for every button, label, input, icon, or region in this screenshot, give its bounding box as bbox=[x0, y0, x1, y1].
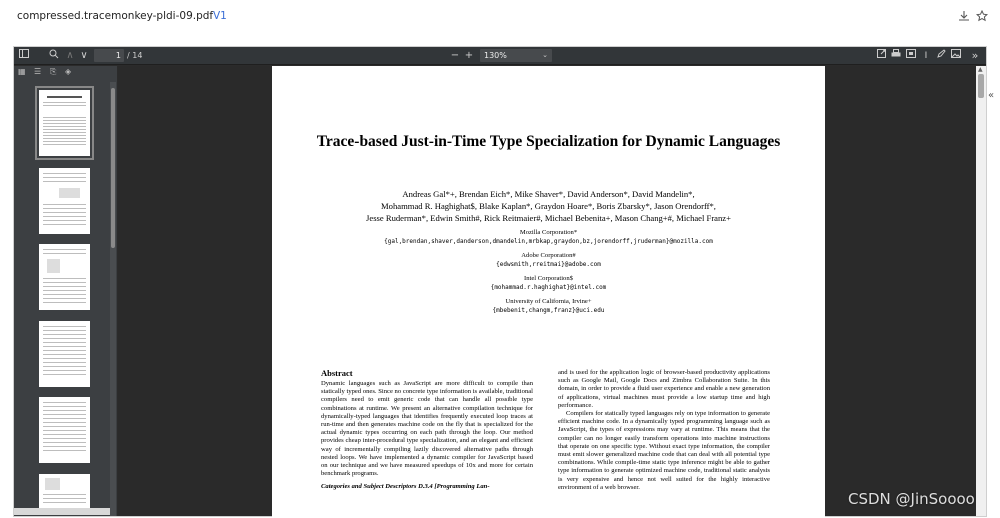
print-icon[interactable] bbox=[890, 49, 902, 63]
sidebar-horizontal-scrollbar[interactable] bbox=[14, 508, 110, 515]
pdf-viewer bbox=[13, 46, 987, 517]
save-icon[interactable] bbox=[905, 49, 917, 63]
presentation-icon[interactable] bbox=[875, 49, 887, 63]
page-thumbnail[interactable] bbox=[39, 168, 90, 234]
sidebar-tools bbox=[14, 66, 117, 80]
affiliation bbox=[292, 228, 805, 246]
image-icon[interactable] bbox=[950, 49, 962, 63]
affiliation-name: University of California, Irvine+ bbox=[505, 298, 592, 305]
sidebar-toggle-icon[interactable] bbox=[18, 49, 30, 63]
search-icon[interactable] bbox=[48, 49, 60, 63]
authors-line: Mohammad R. Haghighat$, Blake Kaplan*, Graydon Hoare*, Boris Zbarsky*, Jason Orendorff*, bbox=[381, 201, 716, 211]
star-icon[interactable] bbox=[975, 10, 989, 24]
paper-title: Trace-based Just-in-Time Type Specialization for Dynamic Languages bbox=[316, 133, 781, 150]
file-name: compressed.tracemonkey-pldi-09.pdf bbox=[17, 10, 214, 22]
page-thumbnail[interactable] bbox=[39, 90, 90, 156]
download-icon[interactable] bbox=[957, 10, 971, 24]
collapse-panel-icon[interactable]: « bbox=[988, 90, 995, 101]
page-count: / 14 bbox=[127, 51, 143, 60]
watermark: CSDN @JinSoooo bbox=[848, 490, 975, 508]
affiliation-emails: {mbebenit,changm,franz}@uci.edu bbox=[492, 307, 605, 314]
top-bar bbox=[0, 0, 1000, 34]
minus-icon[interactable]: − bbox=[450, 50, 460, 61]
chevron-down-icon[interactable]: ∨ bbox=[80, 50, 88, 61]
pdf-page bbox=[272, 66, 825, 518]
sidebar-scrollbar[interactable] bbox=[110, 82, 116, 516]
version-label[interactable]: V1 bbox=[213, 10, 227, 22]
plus-icon[interactable]: + bbox=[464, 50, 474, 61]
authors-line: Andreas Gal*+, Brendan Eich*, Mike Shaver*, David Anderson*, David Mandelin*, bbox=[402, 189, 695, 199]
right-column bbox=[558, 369, 770, 492]
draw-icon[interactable] bbox=[935, 49, 947, 63]
thumbnail-sidebar bbox=[14, 66, 117, 516]
affiliation-emails: {edwsmith,rreitmai}@adobe.com bbox=[496, 261, 601, 268]
thumbnails-view-icon[interactable]: ▦ bbox=[18, 67, 26, 76]
abstract-heading: Abstract bbox=[321, 368, 353, 378]
document-scrollbar[interactable] bbox=[976, 66, 986, 516]
scroll-up-icon[interactable]: ▲ bbox=[978, 66, 983, 73]
chevron-down-icon: ⌄ bbox=[542, 51, 548, 59]
affiliation-name: Mozilla Corporation* bbox=[519, 229, 578, 236]
page-number-input[interactable]: 1 bbox=[94, 49, 124, 62]
body-paragraph: and is used for the application logic of browser-based productivity applications such as Google Mail, Google Docs and Zimbra Collaboration Suite. In this domain, in order to provide a fluid user experience and enable a new generation of applications, virtual machines must provide a low startup time and high performance. bbox=[558, 369, 770, 409]
chevron-up-icon[interactable]: ∧ bbox=[66, 50, 74, 61]
abstract-text: Dynamic languages such as JavaScript are more difficult to compile than statically typed ones. Since no concrete type information is available, traditional compilers need to emit generic code that can handle all possible type combinations at runtime. We present an alternative compilation technique for dynamically-typed languages that identifies frequently executed loop traces at run-time and then generates machine code on the fly that is specialized for the actual dynamic types occurring on each path through the loop. Our method provides cheap inter-procedural type specialization, and an elegant and efficient way of incrementally compiling lazily discovered alternative paths through nested loops. We have implemented a dynamic compiler for JavaScript based on our technique and we have measured speedups of 10x and more for certain benchmark programs. bbox=[321, 380, 533, 478]
more-tools-icon[interactable]: » bbox=[971, 49, 979, 62]
page-thumbnail[interactable] bbox=[39, 397, 90, 463]
authors-line: Jesse Ruderman*, Edwin Smith#, Rick Reitmaier#, Michael Bebenita+, Mason Chang+#, Michael Franz+ bbox=[366, 213, 731, 223]
page-thumbnail[interactable] bbox=[39, 244, 90, 310]
paper-authors bbox=[292, 188, 805, 224]
layers-icon[interactable]: ◈ bbox=[65, 67, 72, 76]
text-cursor-icon[interactable]: I bbox=[924, 51, 928, 61]
outline-view-icon[interactable]: ☰ bbox=[34, 67, 42, 76]
document-area bbox=[118, 66, 986, 516]
affiliation-emails: {gal,brendan,shaver,danderson,dmandelin,mrbkap,graydon,bz,jorendorff,jruderman}@mozilla.com bbox=[384, 238, 713, 245]
scrollbar-thumb[interactable] bbox=[978, 74, 984, 98]
body-paragraph: Compilers for statically typed languages rely on type information to generate efficient machine code. In a dynamically typed programming language such as JavaScript, the types of expressions may vary at runtime. This means that the compiler can no longer easily transform operations into machine instructions that operate on one specific type. Without exact type information, the compiler must emit slower generalized machine code that can deal with all potential type combinations. While compile-time static type inference might be able to gather type information to generate optimized machine code, traditional static analysis is very expensive and hence not well suited for the highly interactive environment of a web browser. bbox=[558, 410, 770, 491]
affiliation bbox=[292, 274, 805, 292]
viewer-toolbar bbox=[14, 47, 986, 65]
left-column bbox=[321, 380, 533, 492]
page-thumbnail[interactable] bbox=[39, 321, 90, 387]
affiliation-name: Adobe Corporation# bbox=[521, 252, 576, 259]
affiliation-emails: {mohammad.r.haghighat}@intel.com bbox=[490, 284, 607, 291]
affiliation bbox=[292, 297, 805, 315]
page-thumbnail[interactable] bbox=[39, 474, 90, 508]
affiliation bbox=[292, 251, 805, 269]
affiliation-name: Intel Corporation$ bbox=[524, 275, 573, 282]
categories-line: Categories and Subject Descriptors D.3.4 [Programming Lan- bbox=[321, 483, 490, 491]
attachments-icon[interactable]: ⎘ bbox=[50, 67, 57, 76]
zoom-select[interactable] bbox=[480, 49, 552, 62]
zoom-value: 130% bbox=[484, 51, 507, 60]
